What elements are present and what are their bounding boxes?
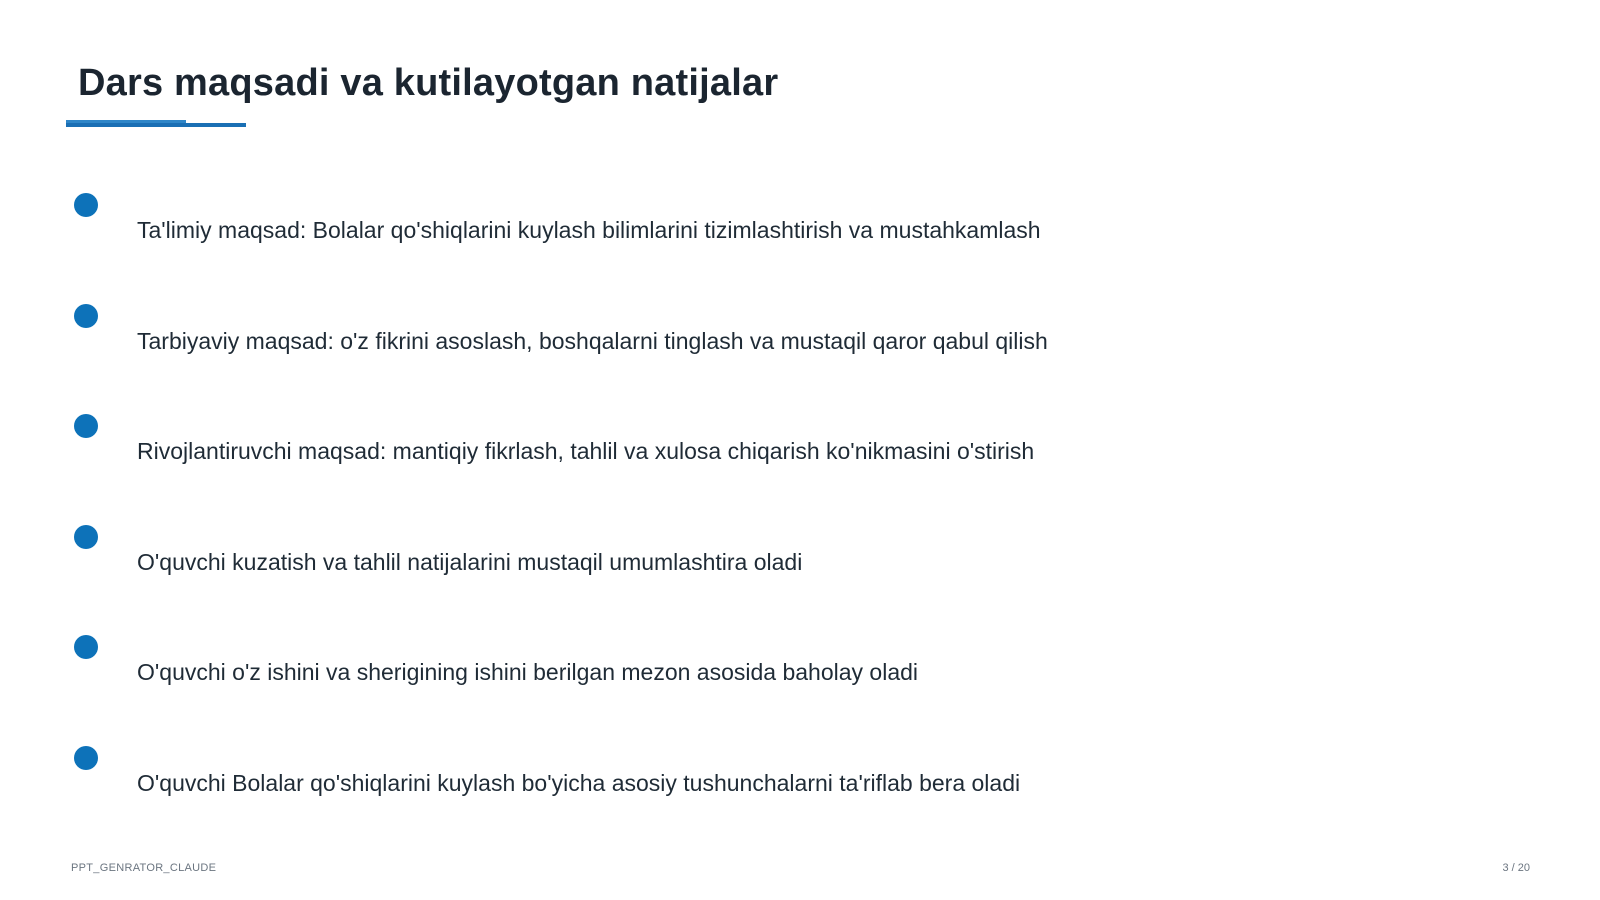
bullet-dot-icon [74, 304, 98, 328]
bullet-text: O'quvchi kuzatish va tahlil natijalarini mustaqil umumlashtira oladi [137, 549, 803, 575]
bullet-text: O'quvchi o'z ishini va sherigining ishini berilgan mezon asosida baholay oladi [137, 659, 919, 685]
bullet-item [0, 746, 1400, 826]
footer-source: PPT_GENRATOR_CLAUDE [71, 862, 217, 874]
bullet-dot-icon [74, 635, 98, 659]
bullet-text: O'quvchi Bolalar qo'shiqlarini kuylash bo'yicha asosiy tushunchalarni ta'riflab bera oladi [137, 770, 1021, 796]
bullet-dot-icon [74, 746, 98, 770]
bullet-item [0, 635, 1400, 715]
bullet-text: Tarbiyaviy maqsad: o'z fikrini asoslash, boshqalarni tinglash va mustaqil qaror qabul qilish [137, 328, 1048, 354]
bullet-item [0, 525, 1400, 605]
bullet-dot-icon [74, 414, 98, 438]
bullet-dot-icon [74, 525, 98, 549]
bullet-item [0, 414, 1400, 494]
bullet-dot-icon [74, 193, 98, 217]
page-indicator: 3 / 20 [1502, 862, 1530, 874]
slide-title: Dars maqsadi va kutilayotgan natijalar [78, 62, 779, 104]
bullet-text: Ta'limiy maqsad: Bolalar qo'shiqlarini kuylash bilimlarini tizimlashtirish va mustahkamlash [137, 217, 1041, 243]
bullet-item [0, 193, 1400, 273]
bullet-item [0, 304, 1400, 384]
bullet-text: Rivojlantiruvchi maqsad: mantiqiy fikrlash, tahlil va xulosa chiqarish ko'nikmasini o'stirish [137, 438, 1035, 464]
